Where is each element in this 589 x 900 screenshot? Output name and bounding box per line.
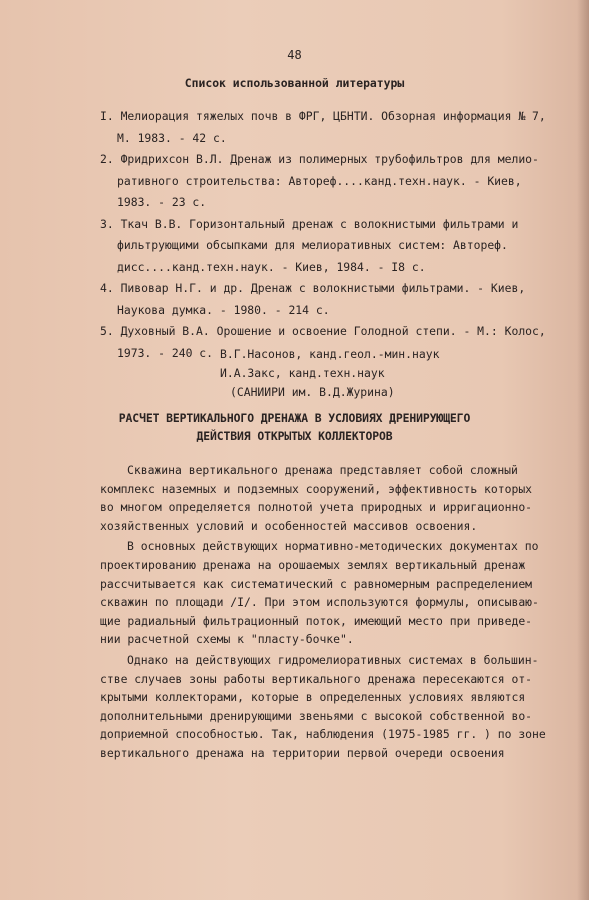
reference-line: 2. Фридрихсон В.Л. Дренаж из полимерных трубофильтров для мелио- [100, 152, 539, 166]
body-line: Скважина вертикального дренажа представляет собой сложный [127, 463, 518, 477]
body-line: комплекс наземных и подземных сооружений, эффективность которых [100, 481, 533, 496]
literature-heading: Список использованной литературы [184, 76, 405, 90]
article-title-line: ДЕЙСТВИЯ ОТКРЫТЫХ КОЛЛЕКТОРОВ [196, 429, 393, 443]
reference-line: 3. Ткач В.В. Горизонтальный дренаж с волокнистыми фильтрами и [100, 216, 519, 231]
author-name: И.А.Закс, канд.техн.наук [220, 366, 385, 380]
author-block [220, 345, 560, 402]
reference-line: 1983. - 23 с. [117, 195, 207, 209]
reference-item [100, 106, 570, 149]
body-line: Однако на действующих гидромелиоративных системах в большин- [127, 652, 539, 667]
body-line: стве случаев зоны работы вертикального дренажа пересекаются от- [100, 671, 533, 686]
reference-line: фильтрующими обсыпками для мелиоративных систем: Автореф. [117, 238, 508, 252]
author-name: В.Г.Насонов, канд.геол.-мин.наук [220, 347, 440, 361]
body-line: хозяйственных условий и особенностей массивов освоения. [100, 518, 478, 533]
article-title [0, 409, 589, 445]
reference-list [100, 106, 570, 364]
reference-line: 1973. - 240 с. [117, 345, 214, 360]
reference-line: ративного строительства: Автореф....канд.техн.наук. - Киев, [117, 173, 522, 188]
body-line: во многом определяется полнотой учета природных и ирригационно- [100, 500, 533, 515]
body-line: вертикального дренажа на территории первой очереди освоения [100, 745, 505, 760]
reference-item [100, 278, 570, 321]
body-line: щие радиальный фильтрационный поток, имеющий место при приведе- [100, 613, 533, 628]
page-number: 48 [287, 48, 302, 62]
reference-line: Наукова думка. - 1980. - 214 с. [117, 302, 330, 317]
body-line: проектированию дренажа на орошаемых землях вертикальный дренаж [100, 557, 526, 572]
body-line: В основных действующих нормативно-методических документах по [127, 539, 539, 554]
body-line: доприемной способностью. Так, наблюдения (1975-1985 гг. ) по зоне [100, 727, 546, 742]
body-line: крытыми коллекторами, которые в определенных условиях являются [100, 690, 526, 705]
reference-line: I. Мелиорация тяжелых почв в ФРГ, ЦБНТИ. Обзорная информация № 7, [100, 109, 546, 123]
body-line: рассчитывается как систематический с равномерным распределением [100, 576, 533, 591]
reference-line: М. 1983. - 42 с. [117, 130, 227, 145]
reference-item [100, 149, 570, 214]
article-title-line: РАСЧЕТ ВЕРТИКАЛЬНОГО ДРЕНАЖА В УСЛОВИЯХ ДРЕНИРУЮЩЕГО [118, 411, 471, 425]
reference-line: дисс....канд.техн.наук. - Киев, 1984. - I8 с. [117, 259, 426, 274]
body-line: дополнительными дренирующими звеньями с высокой собственной во- [100, 708, 533, 723]
institution-name: (САНИИРИ им. В.Д.Журина) [230, 385, 395, 399]
reference-line: 4. Пивовар Н.Г. и др. Дренаж с волокнистыми фильтрами. - Киев, [100, 281, 526, 295]
reference-item [100, 214, 570, 279]
reference-line: 5. Духовный В.А. Орошение и освоение Голодной степи. - М.: Колос, [100, 324, 546, 338]
article-body [100, 461, 560, 763]
body-line: скважин по площади /I/. При этом используются формулы, описываю- [100, 595, 539, 610]
body-line: нии расчетной схемы к "пласту-бочке". [100, 632, 354, 647]
